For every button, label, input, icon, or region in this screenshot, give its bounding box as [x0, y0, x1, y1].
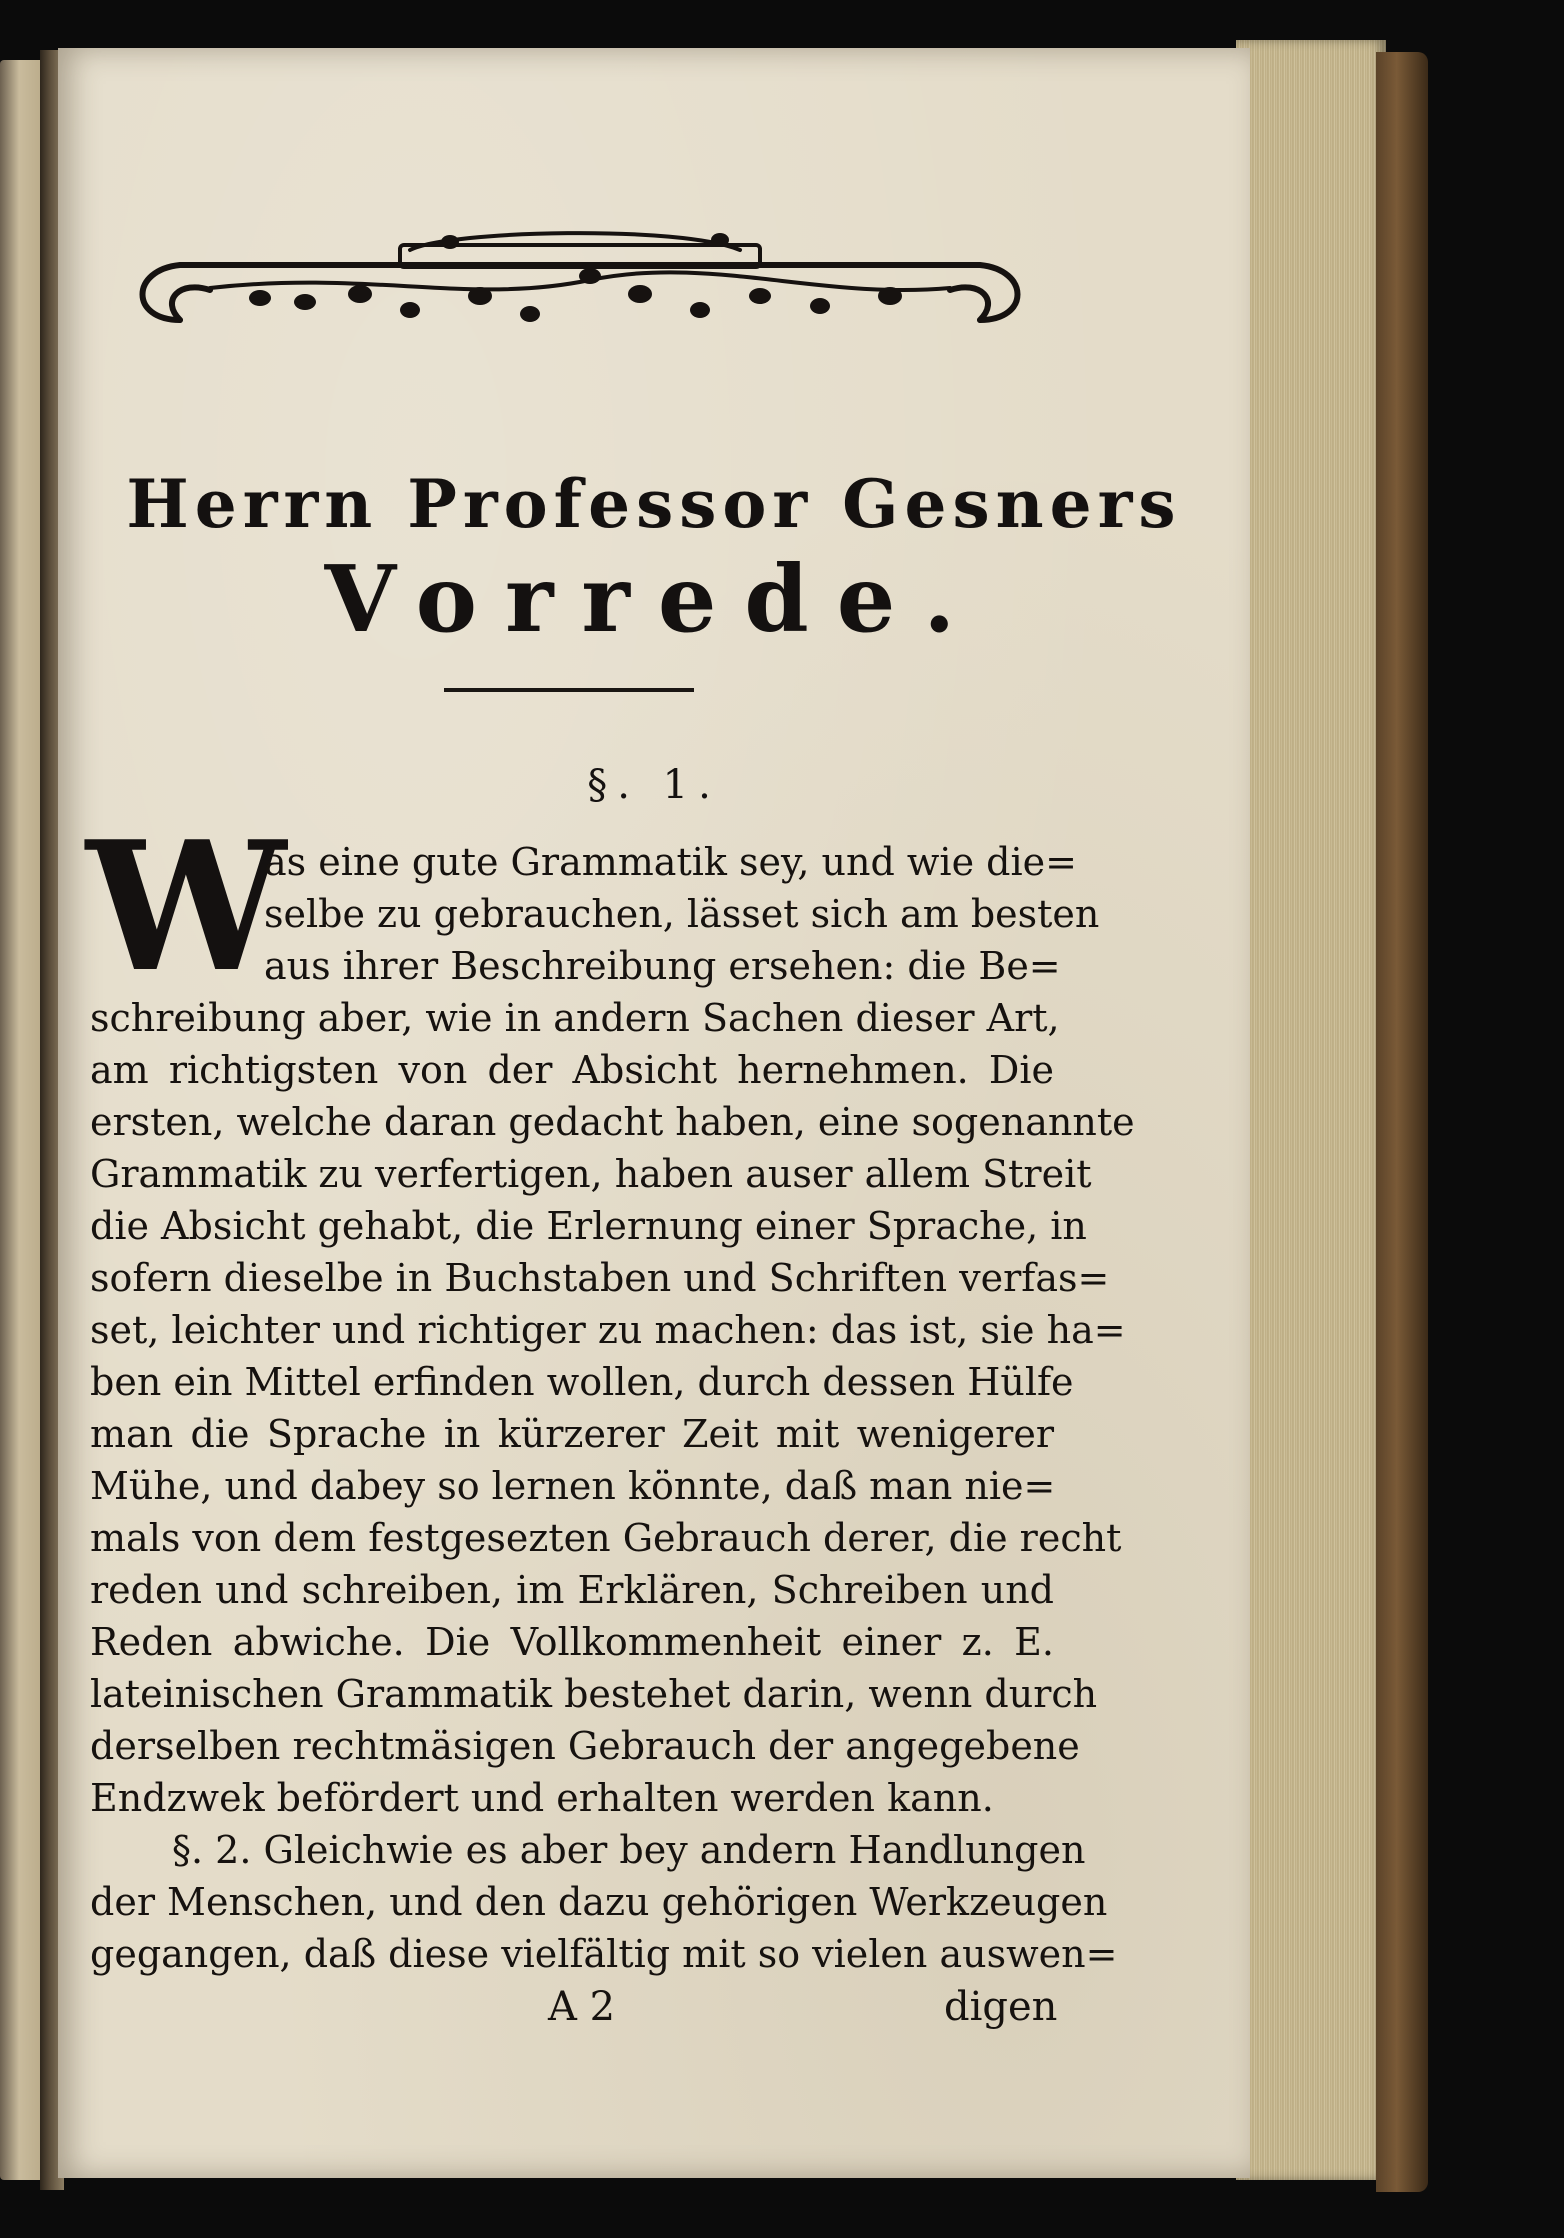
- title-line-2: Vorrede.: [324, 545, 984, 653]
- page-block-edge: [1236, 40, 1386, 2180]
- text-line: ben ein Mittel erfinden wollen, durch dessen Hülfe: [90, 1360, 1074, 1404]
- text-line: die Absicht gehabt, die Erlernung einer Sprache, in: [90, 1204, 1087, 1248]
- floral-ornament: [120, 210, 1040, 340]
- title-rule: [444, 688, 694, 692]
- text-line: derselben rechtmäsigen Gebrauch der angegebene: [90, 1724, 1080, 1768]
- book-cover-edge: [1376, 52, 1428, 2192]
- text-line: sofern dieselbe in Buchstaben und Schriften verfas=: [90, 1256, 1110, 1300]
- catchword: digen: [944, 1984, 1058, 2030]
- text-line: Mühe, und dabey so lernen könnte, daß man nie=: [90, 1464, 1056, 1508]
- title-line-1: Herrn Professor Gesners: [126, 465, 1182, 543]
- text-line: man die Sprache in kürzerer Zeit mit wenigerer: [90, 1412, 1054, 1456]
- text-line: der Menschen, und den dazu gehörigen Werkzeugen: [90, 1880, 1108, 1924]
- text-line: Grammatik zu verfertigen, haben auser allem Streit: [90, 1152, 1092, 1196]
- text-line: §. 2. Gleichwie es aber bey andern Handlungen: [172, 1828, 1086, 1872]
- drop-cap: W: [86, 802, 286, 1011]
- text-line: schreibung aber, wie in andern Sachen dieser Art,: [90, 996, 1060, 1040]
- text-line: gegangen, daß diese vielfältig mit so vielen auswen=: [90, 1932, 1118, 1976]
- text-line: ersten, welche daran gedacht haben, eine sogenannte: [90, 1100, 1135, 1144]
- section-number: §. 1.: [587, 762, 721, 808]
- text-line: aus ihrer Beschreibung ersehen: die Be=: [264, 944, 1061, 988]
- text-line: as eine gute Grammatik sey, und wie die=: [264, 840, 1077, 884]
- text-line: am richtigsten von der Absicht hernehmen. Die: [90, 1048, 1054, 1092]
- text-line: selbe zu gebrauchen, lässet sich am besten: [264, 892, 1100, 936]
- text-line: set, leichter und richtiger zu machen: das ist, sie ha=: [90, 1308, 1126, 1352]
- text-line: Reden abwiche. Die Vollkommenheit einer z. E.: [90, 1620, 1054, 1664]
- signature-mark: A 2: [548, 1984, 616, 2030]
- text-line: Endzwek befördert und erhalten werden kann.: [90, 1776, 994, 1820]
- text-line: mals von dem festgesezten Gebrauch derer, die recht: [90, 1516, 1122, 1560]
- text-line: lateinischen Grammatik bestehet darin, wenn durch: [90, 1672, 1098, 1716]
- text-line: reden und schreiben, im Erklären, Schreiben und: [90, 1568, 1054, 1612]
